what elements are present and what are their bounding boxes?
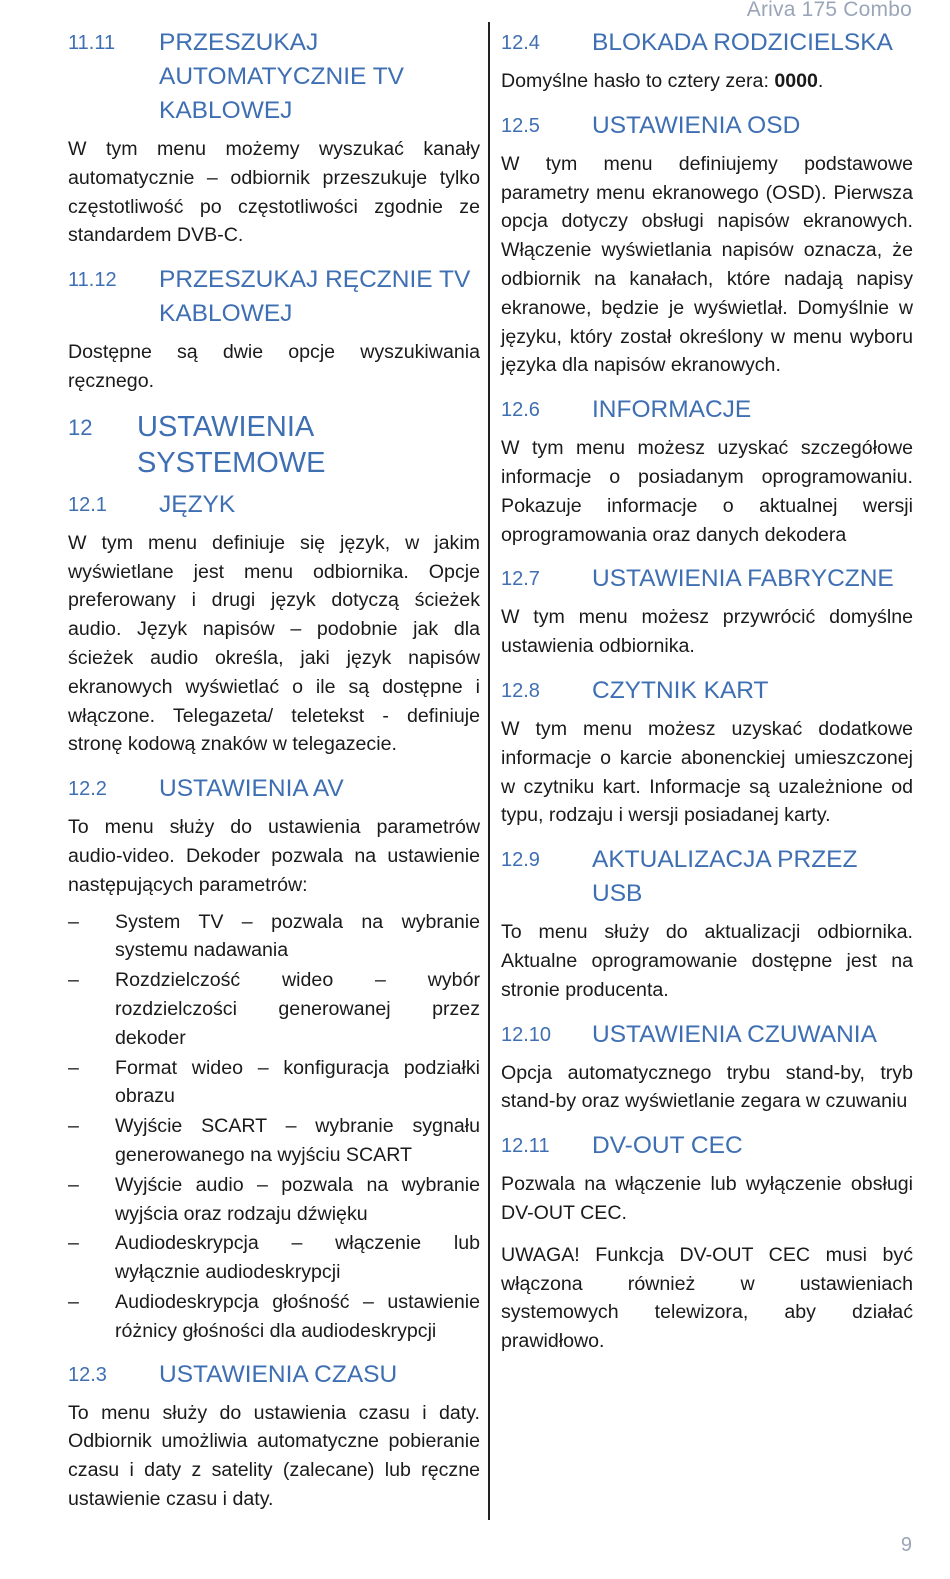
warning-note: UWAGA! Funkcja DV-OUT CEC musi być włączona również w ustawieniach systemowych telewizora, aby działać prawidłowo. <box>501 1243 913 1353</box>
list-item <box>68 966 480 1052</box>
av-parameters-list <box>68 908 480 1346</box>
paragraph: Dostępne są dwie opcje wyszukiwania ręcznego. <box>68 341 480 392</box>
heading-12-3 <box>68 1358 480 1392</box>
heading-12-6 <box>501 393 913 427</box>
heading-number: 12.6 <box>501 399 540 422</box>
right-column <box>501 26 913 1369</box>
list-item-text: Audiodeskrypcja – włączenie lub wyłącznie audiodeskrypcji <box>115 1232 480 1284</box>
list-item <box>68 1288 480 1346</box>
heading-title: CZYTNIK KART <box>592 676 769 704</box>
list-dash: – <box>68 1290 79 1313</box>
list-item-text: Format wideo – konfiguracja podziałki obrazu <box>115 1056 480 1108</box>
paragraph: W tym menu możesz uzyskać szczegółowe informacje o posiadanym oprogramowaniu. Pokazuje informacje o aktualnej wersji oprogramowania oraz danych dekodera <box>501 437 913 546</box>
heading-title: AKTUALIZACJA PRZEZ USB <box>592 846 858 908</box>
heading-12-9 <box>501 843 913 911</box>
heading-12-2 <box>68 772 480 806</box>
heading-number: 12.4 <box>501 32 540 54</box>
heading-title: USTAWIENIA CZUWANIA <box>592 1020 877 1048</box>
heading-title: USTAWIENIA OSD <box>592 111 801 139</box>
list-item-text: Rozdzielczość wideo – wybór rozdzielczości generowanej przez dekoder <box>115 969 480 1049</box>
list-item-text: Wyjście SCART – wybranie sygnału generowanego na wyjściu SCART <box>115 1115 480 1166</box>
heading-title: INFORMACJE <box>592 396 752 424</box>
text-run: . <box>817 70 824 92</box>
text-run: Domyślne hasło to cztery zera: <box>501 70 775 92</box>
list-dash: – <box>68 969 79 992</box>
heading-11-11 <box>68 26 480 128</box>
paragraph: To menu służy do aktualizacji odbiornika. Aktualne oprogramowanie dostępne jest na stronie producenta. <box>501 921 913 1001</box>
list-dash: – <box>68 1232 79 1255</box>
list-dash: – <box>68 910 79 933</box>
heading-number: 12.10 <box>501 1023 552 1046</box>
left-column <box>68 26 480 1527</box>
list-item-text: Audiodeskrypcja głośność – ustawienie różnicy głośności dla audiodeskrypcji <box>115 1290 480 1342</box>
list-item <box>68 1229 480 1287</box>
heading-title: USTAWIENIA AV <box>159 775 344 803</box>
heading-12-11 <box>501 1129 913 1163</box>
heading-title: USTAWIENIA SYSTEMOWE <box>137 410 326 479</box>
paragraph: W tym menu definiuje się język, w jakim wyświetlane jest menu odbiornika. Opcje preferowany i drugi język dotyczą ścieżek audio. Język napisów – podobnie jak dla ścieżek audio określa, jaki język napisów ekranowych wyświetlać o ile są dostępne i włączone. Telegazeta/ teletekst - definiuje stronę kodową znaków w telegazecie. <box>68 531 480 756</box>
paragraph: W tym menu możesz przywrócić domyślne ustawienia odbiornika. <box>501 606 913 658</box>
heading-number: 12.9 <box>501 849 540 872</box>
heading-title: PRZESZUKAJ RĘCZNIE TV KABLOWEJ <box>159 266 471 328</box>
heading-12-4 <box>501 26 913 60</box>
heading-12 <box>68 409 480 481</box>
heading-number: 12.5 <box>501 114 540 137</box>
list-dash: – <box>68 1115 79 1138</box>
heading-number: 11.11 <box>68 32 116 54</box>
heading-number: 12.11 <box>501 1135 550 1158</box>
heading-title: USTAWIENIA CZASU <box>159 1360 398 1388</box>
heading-title: BLOKADA RODZICIELSKA <box>592 29 893 56</box>
heading-number: 12.2 <box>68 778 107 801</box>
running-header: Ariva 175 Combo <box>746 0 912 21</box>
heading-title: PRZESZUKAJ AUTOMATYCZNIE TV KABLOWEJ <box>159 29 405 124</box>
list-dash: – <box>68 1056 79 1079</box>
heading-number: 12.1 <box>68 493 107 516</box>
heading-number: 12.8 <box>501 679 540 702</box>
list-item <box>68 1054 480 1112</box>
paragraph: W tym menu możemy wyszukać kanały automatycznie – odbiornik przeszukuje tylko częstotliwość po częstotliwości zgodnie ze standardem DVB-C. <box>68 138 480 247</box>
heading-title: JĘZYK <box>159 490 236 518</box>
heading-number: 12 <box>68 414 93 440</box>
heading-title: DV-OUT CEC <box>592 1132 743 1160</box>
heading-12-5 <box>501 109 913 143</box>
list-item <box>68 908 480 966</box>
list-item-text: Wyjście audio – pozwala na wybranie wyjścia oraz rodzaju dźwięku <box>115 1173 480 1225</box>
list-dash: – <box>68 1173 79 1196</box>
paragraph: Pozwala na włączenie lub wyłączenie obsługi DV-OUT CEC. <box>501 1173 913 1224</box>
heading-12-8 <box>501 674 913 708</box>
heading-number: 11.12 <box>68 269 117 292</box>
default-password: 0000 <box>774 70 818 92</box>
heading-title: USTAWIENIA FABRYCZNE <box>592 565 894 593</box>
heading-12-10 <box>501 1018 913 1052</box>
paragraph: W tym menu definiujemy podstawowe parametry menu ekranowego (OSD). Pierwsza opcja dotyczy obsługi napisów ekranowych. Włączenie wyświetlania napisów oznacza, że odbiornik na kanałach, które nadają napisy ekranowe, będzie je wyświetlał. Domyślnie w języku, który został określony w menu wyboru języka dla napisów ekranowych. <box>501 152 913 377</box>
paragraph: W tym menu możesz uzyskać dodatkowe informacje o karcie abonenckiej umieszczonej w czytniku kart. Informacje są uzależnione od typu, rodzaju i wersji posiadanej karty. <box>501 717 913 827</box>
heading-11-12 <box>68 263 480 331</box>
paragraph <box>501 67 913 96</box>
page-number: 9 <box>900 1534 912 1556</box>
column-divider <box>488 22 490 1520</box>
heading-number: 12.3 <box>68 1363 107 1386</box>
heading-number: 12.7 <box>501 568 540 591</box>
paragraph: Opcja automatycznego trybu stand-by, tryb stand-by oraz wyświetlanie zegara w czuwaniu <box>501 1061 913 1113</box>
list-item <box>68 1112 480 1170</box>
list-item <box>68 1171 480 1229</box>
paragraph: To menu służy do ustawienia parametrów audio-video. Dekoder pozwala na ustawienie następujących parametrów: <box>68 816 480 896</box>
heading-12-7 <box>501 562 913 596</box>
list-item-text: System TV – pozwala na wybranie systemu nadawania <box>115 910 480 962</box>
paragraph: To menu służy do ustawienia czasu i daty. Odbiornik umożliwia automatyczne pobieranie czasu i daty z satelity (zalecane) lub ręczne ustawienie czasu i daty. <box>68 1401 480 1510</box>
heading-12-1 <box>68 488 480 522</box>
